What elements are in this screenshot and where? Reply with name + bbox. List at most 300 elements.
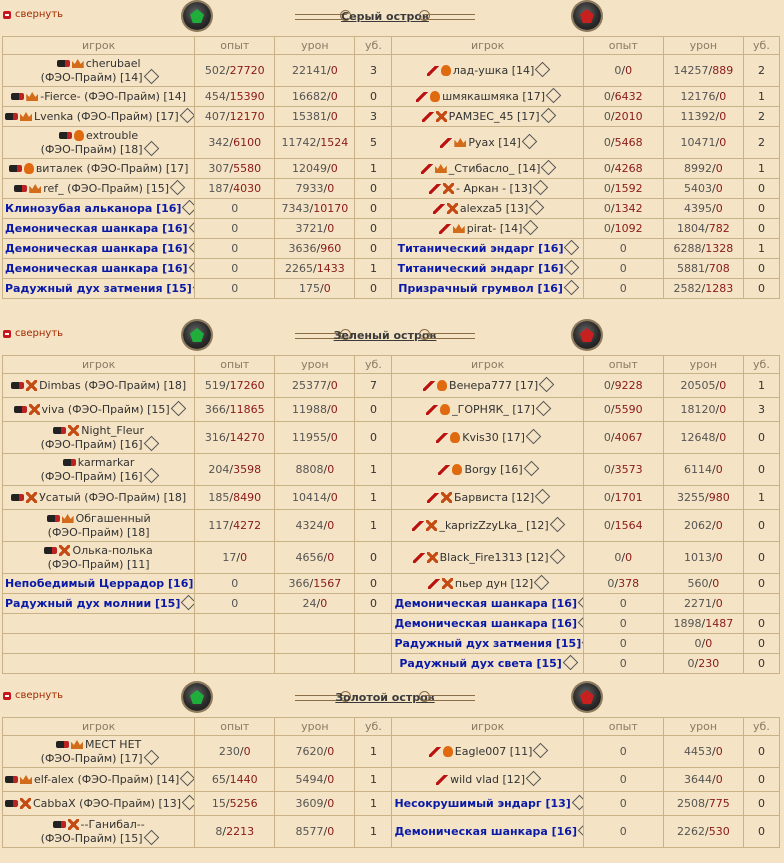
damage-dealt-cell: 10414/0 bbox=[275, 486, 355, 510]
damage-dealt: 11392 bbox=[680, 109, 716, 123]
player-cell bbox=[392, 614, 583, 634]
player-name[interactable]: лад-ушка [14] bbox=[452, 63, 535, 77]
damage-dealt: 0 bbox=[687, 656, 695, 670]
header-row bbox=[3, 37, 780, 55]
kills-cell: 1 bbox=[355, 816, 392, 848]
monster-name[interactable]: Радужный дух света [15] bbox=[399, 656, 562, 670]
player-name[interactable]: Eagle007 [11] bbox=[454, 744, 533, 758]
island-title[interactable]: Серый остров bbox=[341, 9, 429, 23]
damage-dealt: 25377 bbox=[292, 378, 328, 392]
kills-cell: 1 bbox=[355, 736, 392, 768]
damage-taken: 0 bbox=[327, 772, 335, 786]
damage-dealt-cell: 12176/0 bbox=[663, 87, 743, 107]
kills-cell: 1 bbox=[355, 486, 392, 510]
kills-cell: 1 bbox=[743, 239, 779, 259]
xp-value: 366 bbox=[204, 402, 226, 416]
damage-taken: 0 bbox=[719, 109, 727, 123]
damage-taken: 0 bbox=[715, 744, 723, 758]
xp-total: 0 bbox=[240, 550, 248, 564]
kills-cell: 0 bbox=[355, 542, 392, 574]
xp-value: 342 bbox=[208, 135, 230, 149]
kills-cell: 0 bbox=[743, 510, 779, 542]
damage-dealt: 2062 bbox=[683, 518, 712, 532]
info-icon[interactable] bbox=[540, 108, 556, 124]
player-name[interactable]: Барвиста [12] bbox=[453, 490, 535, 504]
damage-dealt: 5881 bbox=[676, 261, 705, 275]
guns-icon bbox=[5, 776, 18, 783]
damage-taken: 889 bbox=[712, 63, 734, 77]
player-name[interactable]: Kvis30 [17] bbox=[462, 430, 525, 444]
player-cell bbox=[392, 454, 583, 486]
player-cell bbox=[392, 179, 583, 199]
sword-icon bbox=[421, 164, 433, 174]
player-name[interactable]: karmarkar bbox=[77, 455, 135, 469]
player-name[interactable]: cherubael bbox=[85, 56, 141, 70]
xp-value: 0 bbox=[619, 824, 627, 838]
info-icon[interactable] bbox=[533, 180, 549, 196]
damage-dealt-cell: 8577/0 bbox=[275, 816, 355, 848]
info-icon[interactable] bbox=[572, 795, 584, 811]
kills-cell: 1 bbox=[743, 159, 779, 179]
info-icon[interactable] bbox=[188, 240, 194, 256]
xp-value-cell: 0/1701 bbox=[583, 486, 663, 510]
table-row bbox=[3, 159, 780, 179]
xp-value: 0 bbox=[603, 378, 611, 392]
player-cell bbox=[3, 792, 195, 816]
damage-dealt: 22141 bbox=[292, 63, 328, 77]
player-cell bbox=[392, 87, 583, 107]
kills-cell: 0 bbox=[743, 736, 779, 768]
player-name[interactable]: Night_Fleur bbox=[81, 423, 144, 437]
damage-taken: 0 bbox=[715, 462, 723, 476]
xp-total: 5468 bbox=[614, 135, 643, 149]
damage-dealt: 7343 bbox=[281, 201, 310, 215]
column-header: уб. bbox=[355, 356, 392, 374]
info-icon[interactable] bbox=[534, 575, 550, 591]
xp-value-cell: 0/1564 bbox=[583, 510, 663, 542]
flame-icon bbox=[443, 746, 453, 757]
player-name[interactable]: ref_ (ФЭО-Прайм) [15] bbox=[43, 181, 170, 195]
monster-name[interactable]: Демоническая шанкара [16] bbox=[394, 824, 577, 838]
column-header: урон bbox=[275, 37, 355, 55]
damage-taken: 1567 bbox=[313, 576, 342, 590]
column-header: уб. bbox=[743, 718, 779, 736]
xp-total: 0 bbox=[625, 550, 633, 564]
info-icon[interactable] bbox=[143, 436, 159, 452]
damage-taken: 530 bbox=[708, 824, 730, 838]
monster-name[interactable]: Демоническая шанкара [16] bbox=[5, 221, 188, 235]
collapse-link[interactable] bbox=[3, 690, 63, 701]
damage-dealt: 15381 bbox=[292, 109, 328, 123]
kills-cell: 0 bbox=[743, 792, 779, 816]
xp-value-cell: 185/8490 bbox=[195, 486, 275, 510]
info-icon[interactable] bbox=[180, 771, 195, 787]
info-icon[interactable] bbox=[529, 200, 545, 216]
xp-total: 11865 bbox=[229, 402, 265, 416]
xp-value: 0 bbox=[603, 490, 611, 504]
info-icon[interactable] bbox=[535, 489, 551, 505]
xp-value: 0 bbox=[603, 402, 611, 416]
damage-dealt: 2265 bbox=[285, 261, 314, 275]
damage-dealt-cell: 1804/782 bbox=[663, 219, 743, 239]
info-icon[interactable] bbox=[523, 220, 539, 236]
damage-taken: 1487 bbox=[705, 616, 734, 630]
player-name[interactable]: pirat- [14] bbox=[466, 221, 523, 235]
player-name[interactable]: elf-alex (ФЭО-Прайм) [14] bbox=[34, 772, 180, 786]
info-icon[interactable] bbox=[526, 429, 542, 445]
damage-dealt-cell: 8808/0 bbox=[275, 454, 355, 486]
player-cell bbox=[392, 219, 583, 239]
xp-value-cell bbox=[583, 792, 663, 816]
player-clan-level: (ФЭО-Прайм) [11] bbox=[47, 557, 150, 571]
player-cell bbox=[3, 574, 195, 594]
guns-icon bbox=[47, 515, 60, 522]
column-header: опыт bbox=[195, 718, 275, 736]
player-name[interactable]: Усатый (ФЭО-Прайм) [18] bbox=[39, 490, 187, 504]
damage-taken: 0 bbox=[715, 201, 723, 215]
player-cell bbox=[392, 542, 583, 574]
player-cell bbox=[3, 127, 195, 159]
monster-name[interactable]: Демоническая шанкара [16] bbox=[394, 596, 577, 610]
info-icon[interactable] bbox=[143, 69, 159, 85]
damage-dealt-cell: 5494/0 bbox=[275, 768, 355, 792]
xp-value-cell: 0/1592 bbox=[583, 179, 663, 199]
damage-taken: 230 bbox=[698, 656, 720, 670]
info-icon[interactable] bbox=[564, 260, 580, 276]
guns-icon bbox=[5, 113, 18, 120]
info-icon[interactable] bbox=[526, 771, 542, 787]
damage-taken: 0 bbox=[719, 89, 727, 103]
player-name[interactable]: viva (ФЭО-Прайм) [15] bbox=[41, 402, 170, 416]
info-icon[interactable] bbox=[179, 108, 194, 124]
player-name[interactable]: CabbaX (ФЭО-Прайм) [13] bbox=[33, 796, 182, 810]
player-name[interactable]: -Fierce- (ФЭО-Прайм) [14] bbox=[40, 89, 186, 103]
player-name[interactable]: Венера777 [17] bbox=[449, 378, 539, 392]
info-icon[interactable] bbox=[578, 615, 583, 631]
xp-total: 4067 bbox=[614, 430, 643, 444]
damage-taken: 1328 bbox=[705, 241, 734, 255]
damage-dealt: 4395 bbox=[683, 201, 712, 215]
island-title[interactable]: Зеленый остров bbox=[333, 328, 437, 342]
info-icon[interactable] bbox=[539, 377, 555, 393]
xp-value: 230 bbox=[218, 744, 240, 758]
monster-name[interactable]: Несокрушимый эндарг [13] bbox=[394, 796, 571, 810]
xp-value: 0 bbox=[619, 261, 627, 275]
xp-total: 1564 bbox=[614, 518, 643, 532]
info-icon[interactable] bbox=[143, 830, 159, 846]
damage-dealt-cell bbox=[275, 634, 355, 654]
xp-total: 1092 bbox=[614, 221, 643, 235]
damage-dealt: 3609 bbox=[295, 796, 324, 810]
player-cell bbox=[3, 454, 195, 486]
xp-total: 1440 bbox=[229, 772, 258, 786]
info-icon[interactable] bbox=[578, 823, 583, 839]
table-row bbox=[3, 199, 780, 219]
player-cell bbox=[3, 510, 195, 542]
xp-value: 0 bbox=[231, 221, 239, 235]
crossed-swords-icon bbox=[20, 798, 31, 809]
info-icon[interactable] bbox=[564, 280, 580, 296]
kills-cell bbox=[355, 654, 392, 674]
player-cell bbox=[3, 259, 195, 279]
crossed-swords-icon bbox=[26, 492, 37, 503]
player-name[interactable]: extrouble bbox=[86, 128, 139, 142]
info-icon[interactable] bbox=[143, 141, 159, 157]
player-name[interactable]: - Аркан - [13] bbox=[456, 181, 533, 195]
player-cell bbox=[392, 422, 583, 454]
island-section bbox=[0, 0, 784, 295]
damage-dealt-cell: 2508/775 bbox=[663, 792, 743, 816]
table-row bbox=[3, 454, 780, 486]
kills-cell: 3 bbox=[355, 55, 392, 87]
damage-taken: 0 bbox=[327, 744, 335, 758]
monster-name[interactable]: Радужный дух затмения [15] bbox=[5, 281, 192, 295]
info-icon[interactable] bbox=[564, 240, 580, 256]
player-name[interactable]: Borgy [16] bbox=[464, 462, 523, 476]
info-icon[interactable] bbox=[533, 743, 549, 759]
monster-name[interactable]: Демоническая шанкара [16] bbox=[5, 241, 188, 255]
player-cell bbox=[392, 259, 583, 279]
player-cell bbox=[392, 159, 583, 179]
player-name[interactable]: _Стибасло_ [14] bbox=[448, 161, 541, 175]
info-icon[interactable] bbox=[522, 134, 538, 150]
player-clan-level: (ФЭО-Прайм) [17] bbox=[40, 751, 143, 765]
kills-cell: 0 bbox=[355, 199, 392, 219]
crown-icon bbox=[435, 164, 447, 173]
player-name[interactable]: пьер дун [12] bbox=[454, 576, 534, 590]
xp-value-cell bbox=[195, 199, 275, 219]
player-name[interactable]: шмякашмяка [17] bbox=[442, 89, 545, 103]
xp-value-cell: 187/4030 bbox=[195, 179, 275, 199]
player-cell bbox=[392, 398, 583, 422]
player-cell bbox=[3, 422, 195, 454]
monster-name[interactable]: Непобедимый Церрадор [16] bbox=[5, 576, 194, 590]
crossed-swords-icon bbox=[443, 183, 454, 194]
player-cell bbox=[3, 768, 195, 792]
player-clan-level: (ФЭО-Прайм) [18] bbox=[47, 525, 150, 539]
info-icon[interactable] bbox=[549, 549, 565, 565]
column-header: опыт bbox=[583, 356, 663, 374]
xp-value: 8 bbox=[215, 824, 223, 838]
damage-dealt: 11955 bbox=[292, 430, 328, 444]
player-cell bbox=[392, 374, 583, 398]
kills-cell: 1 bbox=[743, 486, 779, 510]
info-icon[interactable] bbox=[170, 180, 186, 196]
monster-name[interactable]: Демоническая шанкара [16] bbox=[5, 261, 188, 275]
xp-total: 2010 bbox=[614, 109, 643, 123]
player-name[interactable]: wild vlad [12] bbox=[450, 772, 526, 786]
crossed-swords-icon bbox=[427, 552, 438, 563]
xp-value: 187 bbox=[208, 181, 230, 195]
player-cell bbox=[392, 768, 583, 792]
crossed-swords-icon bbox=[436, 111, 447, 122]
info-icon[interactable] bbox=[541, 160, 557, 176]
xp-total: 1342 bbox=[614, 201, 643, 215]
damage-taken: 0 bbox=[719, 430, 727, 444]
player-name[interactable]: Lvenka (ФЭО-Прайм) [17] bbox=[34, 109, 179, 123]
player-cell bbox=[392, 127, 583, 159]
damage-taken: 0 bbox=[715, 518, 723, 532]
info-icon[interactable] bbox=[546, 88, 562, 104]
monster-name[interactable]: Радужный дух затмения [15] bbox=[394, 636, 582, 650]
kills-cell: 0 bbox=[743, 768, 779, 792]
xp-value-cell bbox=[195, 654, 275, 674]
flame-icon bbox=[437, 380, 447, 391]
guns-icon bbox=[57, 60, 70, 67]
xp-value-cell bbox=[195, 239, 275, 259]
table-row bbox=[3, 179, 780, 199]
kills-cell: 3 bbox=[355, 107, 392, 127]
player-cell bbox=[392, 736, 583, 768]
collapse-link[interactable] bbox=[3, 328, 63, 339]
table-row bbox=[3, 594, 780, 614]
damage-dealt: 5494 bbox=[295, 772, 324, 786]
player-cell bbox=[3, 736, 195, 768]
info-icon[interactable] bbox=[188, 260, 194, 276]
crown-icon bbox=[26, 92, 38, 101]
kills-cell: 1 bbox=[743, 87, 779, 107]
sword-icon bbox=[439, 224, 451, 234]
damage-dealt-cell: 18120/0 bbox=[663, 398, 743, 422]
player-name[interactable]: Black_Fire1313 [12] bbox=[439, 550, 549, 564]
guns-icon bbox=[9, 165, 22, 172]
player-name[interactable]: alexza5 [13] bbox=[459, 201, 529, 215]
info-icon[interactable] bbox=[143, 468, 159, 484]
monster-name[interactable]: Демоническая шанкара [16] bbox=[394, 616, 577, 630]
island-title[interactable]: Золотой остров bbox=[335, 690, 435, 704]
kills-cell: 0 bbox=[743, 454, 779, 486]
player-cell bbox=[3, 55, 195, 87]
crown-icon bbox=[20, 775, 32, 784]
ornament-right-icon bbox=[423, 333, 475, 339]
xp-value: 0 bbox=[614, 63, 622, 77]
damage-taken: 0 bbox=[320, 596, 328, 610]
info-icon[interactable] bbox=[549, 517, 565, 533]
damage-dealt-cell: 4453/0 bbox=[663, 736, 743, 768]
damage-dealt: 1898 bbox=[673, 616, 702, 630]
player-name[interactable]: РАМЗЕС_45 [17] bbox=[448, 109, 540, 123]
battle-table bbox=[2, 355, 780, 674]
sword-icon bbox=[427, 493, 439, 503]
xp-value-cell: 8/2213 bbox=[195, 816, 275, 848]
xp-value-cell bbox=[195, 219, 275, 239]
red-team-emblem-icon bbox=[573, 321, 601, 349]
info-icon[interactable] bbox=[563, 655, 579, 671]
monster-name[interactable]: Клинозубая альканора [16] bbox=[5, 201, 182, 215]
player-name[interactable]: Dimbas (ФЭО-Прайм) [18] bbox=[39, 378, 187, 392]
player-name[interactable]: --Ганибал-- bbox=[80, 817, 145, 831]
damage-dealt: 11742 bbox=[281, 135, 317, 149]
xp-total: 4030 bbox=[233, 181, 262, 195]
info-icon[interactable] bbox=[523, 461, 539, 477]
monster-name[interactable]: Призрачный грумвол [16] bbox=[398, 281, 563, 295]
damage-dealt-cell: 2062/0 bbox=[663, 510, 743, 542]
island-header bbox=[0, 681, 784, 717]
kills-cell: 2 bbox=[743, 55, 779, 87]
damage-dealt-cell: 22141/0 bbox=[275, 55, 355, 87]
info-icon[interactable] bbox=[536, 401, 552, 417]
xp-value: 0 bbox=[607, 576, 615, 590]
damage-dealt-cell: 5403/0 bbox=[663, 179, 743, 199]
player-name[interactable]: _ГОРНЯК_ [17] bbox=[452, 402, 535, 416]
kills-cell: 0 bbox=[743, 654, 779, 674]
damage-taken: 980 bbox=[708, 490, 730, 504]
collapse-link[interactable] bbox=[3, 9, 63, 20]
player-cell bbox=[3, 654, 195, 674]
guns-icon bbox=[53, 427, 66, 434]
info-icon[interactable] bbox=[188, 220, 194, 236]
monster-name[interactable]: Титанический эндарг [16] bbox=[397, 261, 564, 275]
column-header: игрок bbox=[392, 356, 583, 374]
monster-name[interactable]: Радужный дух молнии [15] bbox=[5, 596, 181, 610]
sword-icon bbox=[438, 465, 450, 475]
player-cell bbox=[3, 279, 195, 299]
xp-value-cell: 0/9228 bbox=[583, 374, 663, 398]
crown-icon bbox=[453, 224, 465, 233]
kills-cell bbox=[743, 594, 779, 614]
damage-dealt: 3636 bbox=[288, 241, 317, 255]
column-header: уб. bbox=[743, 356, 779, 374]
info-icon[interactable] bbox=[143, 750, 159, 766]
table-row bbox=[3, 422, 780, 454]
damage-taken: 0 bbox=[327, 824, 335, 838]
info-icon[interactable] bbox=[181, 595, 195, 611]
player-name[interactable]: _kaprizZzyLka_ [12] bbox=[439, 518, 549, 532]
monster-name[interactable]: Титанический эндарг [16] bbox=[397, 241, 564, 255]
player-name[interactable]: Олька-полька bbox=[72, 543, 153, 557]
crossed-swords-icon bbox=[441, 492, 452, 503]
xp-value: 519 bbox=[204, 378, 226, 392]
table-row bbox=[3, 259, 780, 279]
kills-cell: 0 bbox=[743, 634, 779, 654]
xp-total: 0 bbox=[625, 63, 633, 77]
damage-taken: 0 bbox=[719, 378, 727, 392]
column-header: урон bbox=[663, 356, 743, 374]
crown-icon bbox=[62, 514, 74, 523]
xp-total: 3598 bbox=[233, 462, 262, 476]
player-name[interactable]: виталек (ФЭО-Прайм) [17] bbox=[35, 161, 189, 175]
sword-icon bbox=[422, 112, 434, 122]
guns-icon bbox=[59, 132, 72, 139]
damage-dealt: 175 bbox=[299, 281, 321, 295]
player-clan-level: (ФЭО-Прайм) [14] bbox=[40, 70, 143, 84]
player-name[interactable]: Pyax [14] bbox=[468, 135, 521, 149]
info-icon[interactable] bbox=[182, 795, 195, 811]
info-icon[interactable] bbox=[182, 200, 195, 216]
info-icon[interactable] bbox=[578, 595, 583, 611]
kills-cell: 0 bbox=[355, 574, 392, 594]
xp-value: 117 bbox=[208, 518, 230, 532]
table-row bbox=[3, 768, 780, 792]
damage-taken: 0 bbox=[327, 518, 335, 532]
damage-dealt-cell: 3636/960 bbox=[275, 239, 355, 259]
xp-total: 14270 bbox=[229, 430, 265, 444]
column-header: урон bbox=[275, 718, 355, 736]
damage-taken: 0 bbox=[330, 490, 338, 504]
player-name[interactable]: Обгашенный bbox=[75, 511, 151, 525]
kills-cell: 0 bbox=[355, 239, 392, 259]
column-header: уб. bbox=[355, 37, 392, 55]
info-icon[interactable] bbox=[170, 401, 186, 417]
red-team-emblem-icon bbox=[573, 2, 601, 30]
xp-value-cell bbox=[583, 768, 663, 792]
info-icon[interactable] bbox=[535, 62, 551, 78]
damage-taken: 0 bbox=[327, 796, 335, 810]
xp-value: 17 bbox=[222, 550, 237, 564]
player-name[interactable]: МЕСТ НЕТ bbox=[84, 737, 142, 751]
xp-value-cell bbox=[195, 259, 275, 279]
kills-cell: 0 bbox=[743, 422, 779, 454]
